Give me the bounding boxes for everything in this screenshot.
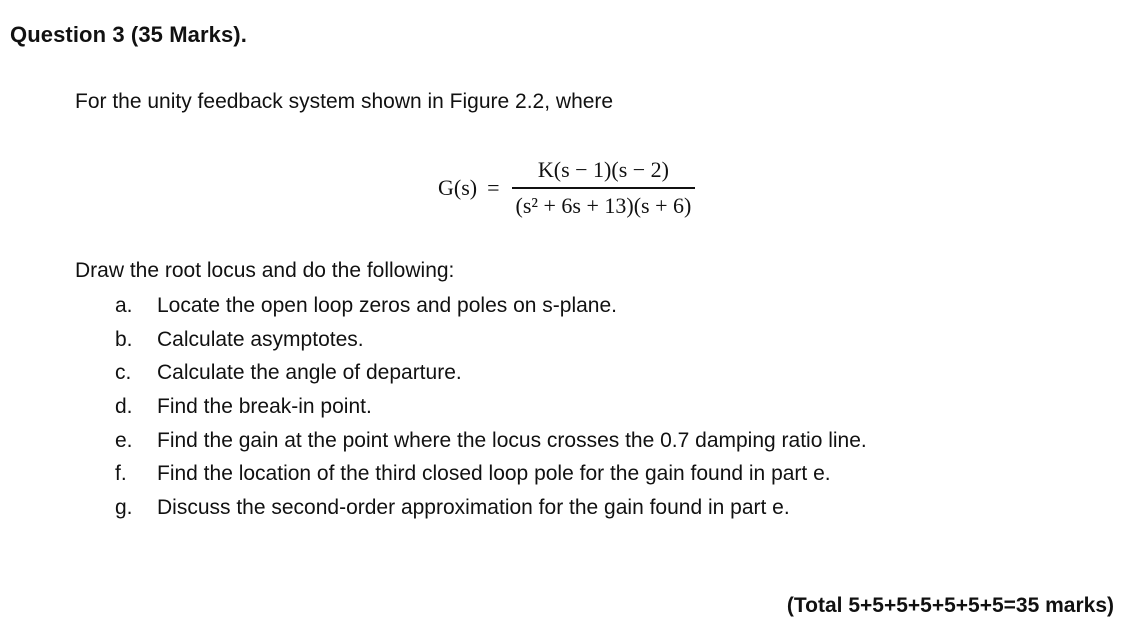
equation-lhs: G(s) [438, 175, 478, 200]
equation-numerator: K(s − 1)(s − 2) [537, 157, 669, 183]
question-heading: Question 3 (35 Marks). [10, 22, 247, 47]
task-letter: c. [115, 361, 132, 385]
task-letter: e. [115, 428, 133, 452]
task-letter: d. [115, 395, 133, 419]
task-letter: b. [115, 327, 133, 351]
task-text: Find the gain at the point where the locus crosses the 0.7 damping ratio line. [157, 428, 867, 452]
task-text: Calculate the angle of departure. [157, 361, 462, 385]
equation-denominator: (s² + 6s + 13)(s + 6) [515, 192, 692, 218]
task-letter: f. [115, 462, 127, 486]
total-marks: (Total 5+5+5+5+5+5+5=35 marks) [786, 594, 1114, 617]
task-letter: a. [115, 294, 133, 317]
transfer-function-equation [438, 152, 695, 224]
task-text: Discuss the second-order approximation for the gain found in part e. [157, 496, 790, 520]
instruction-text: Draw the root locus and do the following: [75, 259, 455, 282]
task-text: Calculate asymptotes. [157, 327, 364, 351]
task-text: Find the location of the third closed loop pole for the gain found in part e. [157, 462, 831, 486]
task-text: Find the break-in point. [157, 395, 372, 419]
equation-equals: = [487, 175, 500, 200]
intro-text: For the unity feedback system shown in Figure 2.2, where [75, 90, 614, 113]
task-letter: g. [115, 496, 133, 520]
equation-fraction [512, 157, 696, 219]
task-text: Locate the open loop zeros and poles on s-plane. [157, 294, 618, 317]
